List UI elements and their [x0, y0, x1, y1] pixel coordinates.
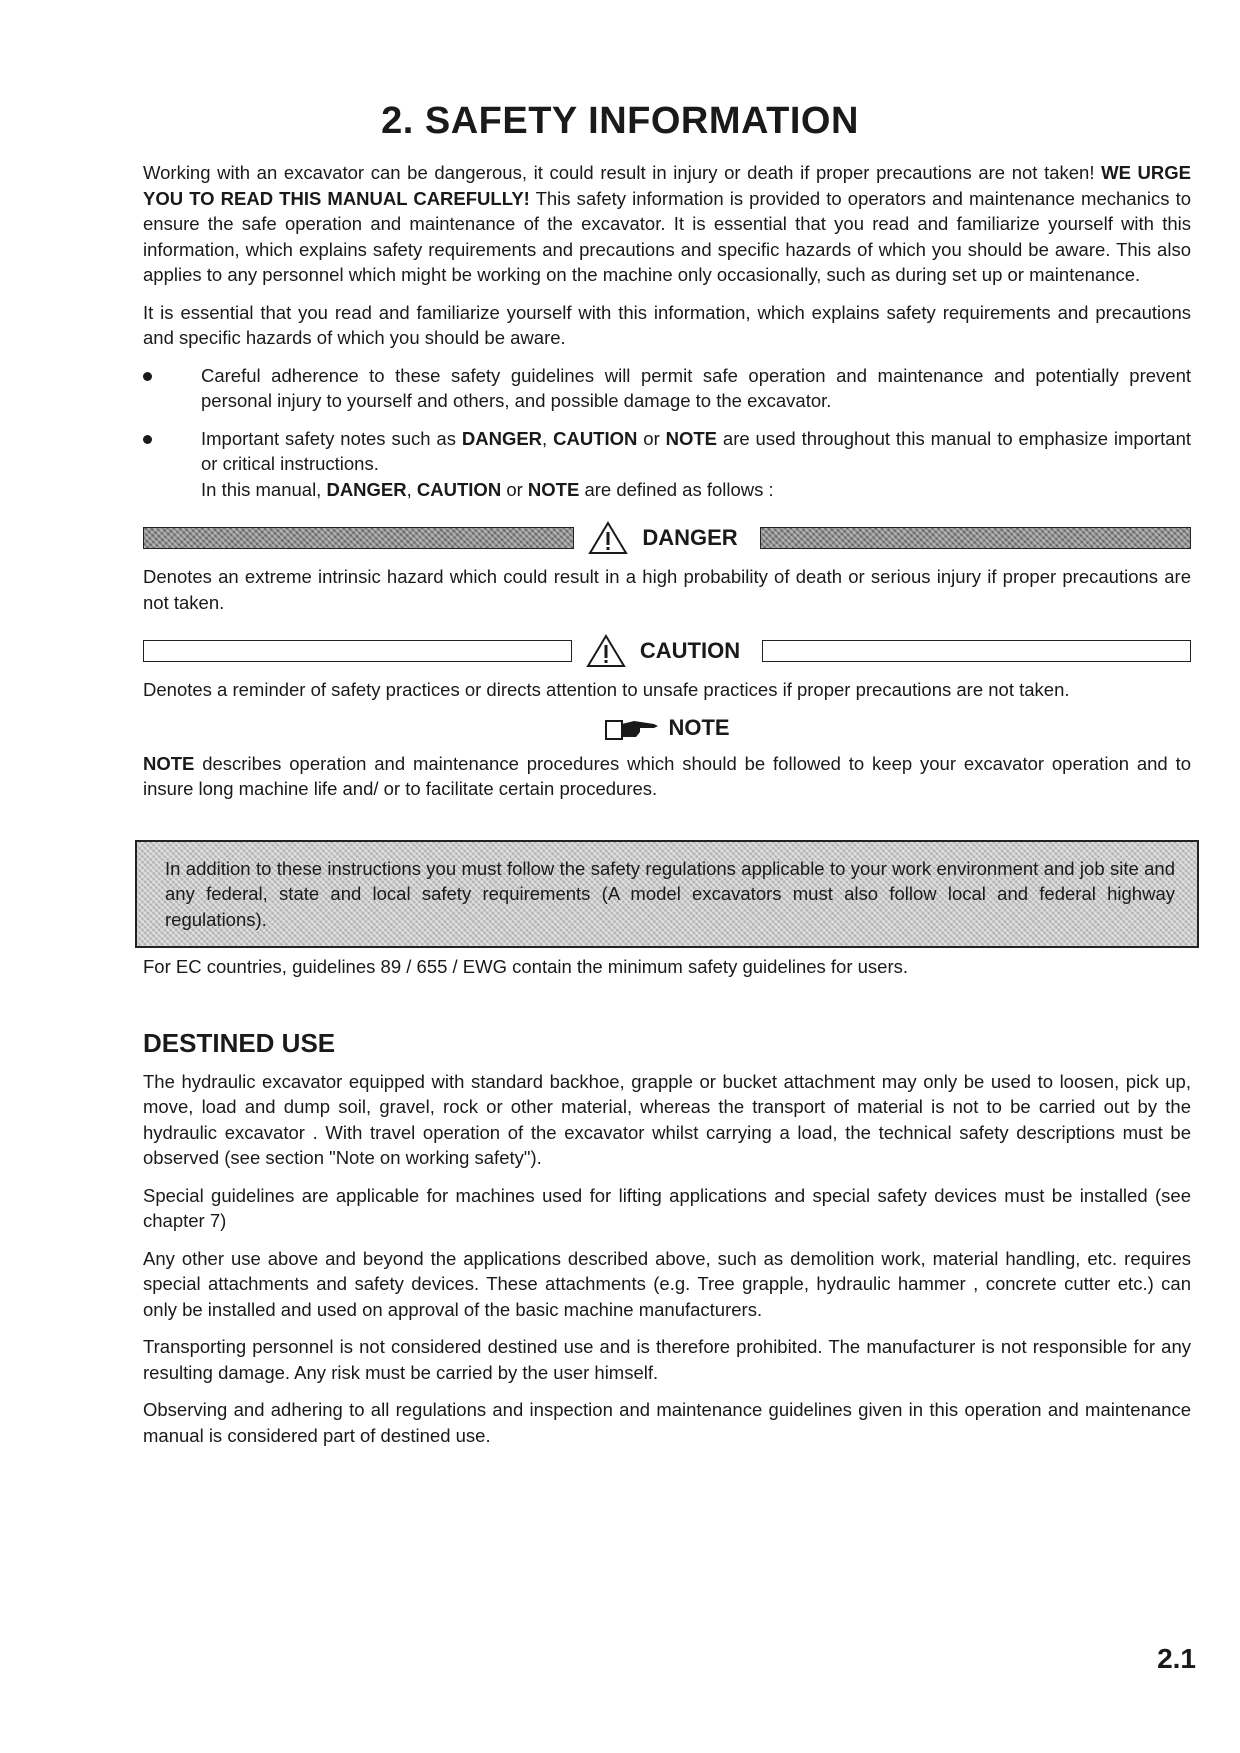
caution-bar-right	[762, 640, 1191, 662]
destined-use-p4: Transporting personnel is not considered destined use and is therefore prohibited. The manufacturer is not responsible for any resulting damage. Any risk must be carried by the user himself.	[143, 1336, 1191, 1383]
caution-description: Denotes a reminder of safety practices or directs attention to unsafe practices if proper precautions are not taken.	[143, 679, 1070, 700]
second-paragraph: It is essential that you read and familiarize yourself with this information, which explains safety requirements and precautions and specific hazards of which you should be aware.	[143, 301, 1191, 348]
caution-bar-left	[143, 640, 572, 662]
list-item: Important safety notes such as DANGER, CAUTION or NOTE are used throughout this manual to emphasize important or critical instructions. In this manual, DANGER, CAUTION or NOTE are defined as follows :	[143, 426, 1191, 503]
danger-banner	[143, 520, 1191, 556]
note-description: NOTE describes operation and maintenance procedures which should be followed to keep your excavator operation and to insure long machine life and/ or to facilitate certain procedures.	[143, 752, 1191, 799]
page-title: 2. SAFETY INFORMATION	[381, 100, 859, 142]
destined-use-p3: Any other use above and beyond the applications described above, such as demolition work, material handling, etc. requires special attachments and safety devices. These attachments (e.g. Tree grapple, hydraulic hammer , concrete cutter etc.) can only be installed and used on approval of the basic machine manufacturers.	[143, 1247, 1191, 1320]
list-item: Careful adherence to these safety guidelines will permit safe operation and maintenance and potentially prevent personal injury to yourself and others, and possible damage to the excavator.	[143, 363, 1191, 414]
bullet-list	[143, 363, 1191, 503]
destined-use-p2: Special guidelines are applicable for machines used for lifting applications and special safety devices must be installed (see chapter 7)	[143, 1184, 1191, 1231]
bullet-icon	[143, 372, 152, 381]
danger-bar-left	[143, 527, 574, 549]
danger-description: Denotes an extreme intrinsic hazard which could result in a high probability of death or serious injury if proper precautions are not taken.	[143, 566, 1191, 613]
note-label: NOTE	[668, 714, 730, 740]
warning-triangle-icon	[588, 521, 628, 555]
page-number: 2.1	[1157, 1643, 1196, 1674]
danger-bar-right	[760, 527, 1191, 549]
regulations-box	[135, 840, 1199, 949]
warning-triangle-icon	[586, 634, 626, 668]
intro-emphasis: WE URGE YOU TO READ THIS MANUAL CAREFULLY!	[143, 162, 1192, 209]
caution-label: CAUTION	[639, 638, 741, 663]
note-heading	[143, 715, 1191, 741]
bullet-icon	[143, 435, 152, 444]
main-content	[143, 160, 1191, 1460]
ec-guidelines-text: For EC countries, guidelines 89 / 655 / EWG contain the minimum safety guidelines for users.	[143, 956, 909, 977]
caution-banner	[143, 633, 1191, 669]
destined-use-p1: The hydraulic excavator equipped with standard backhoe, grapple or bucket attachment may only be used to loosen, pick up, move, load and dump soil, gravel, rock or other material, whereas the transport of material is not to be carried out by the hydraulic excavator . With travel operation of the excavator whilst carrying a load, the technical safety descriptions must be observed (see section "Note on working safety").	[143, 1070, 1191, 1168]
destined-use-p5: Observing and adhering to all regulations and inspection and maintenance guidelines given in this operation and maintenance manual is considered part of destined use.	[143, 1399, 1191, 1446]
destined-use-heading: DESTINED USE	[143, 1027, 336, 1058]
regulations-text: In addition to these instructions you must follow the safety regulations applicable to your work environment and job site and any federal, state and local safety requirements (A model excavators must also follow local and federal highway regulations).	[165, 857, 1175, 930]
danger-label: DANGER	[642, 525, 738, 550]
pointing-hand-icon	[604, 715, 660, 741]
intro-paragraph: Working with an excavator can be dangerous, it could result in injury or death if proper precautions are not taken! WE URGE YOU TO READ THIS MANUAL CAREFULLY! This safety information is provided to operators and maintenance mechanics to ensure the safe operation and maintenance of the excavator. It is essential that you read and familiarize yourself with this information, which explains safety requirements and precautions and specific hazards of which you should be aware. This also applies to any personnel which might be working on the machine only occasionally, such as during set up or maintenance.	[143, 162, 1192, 285]
